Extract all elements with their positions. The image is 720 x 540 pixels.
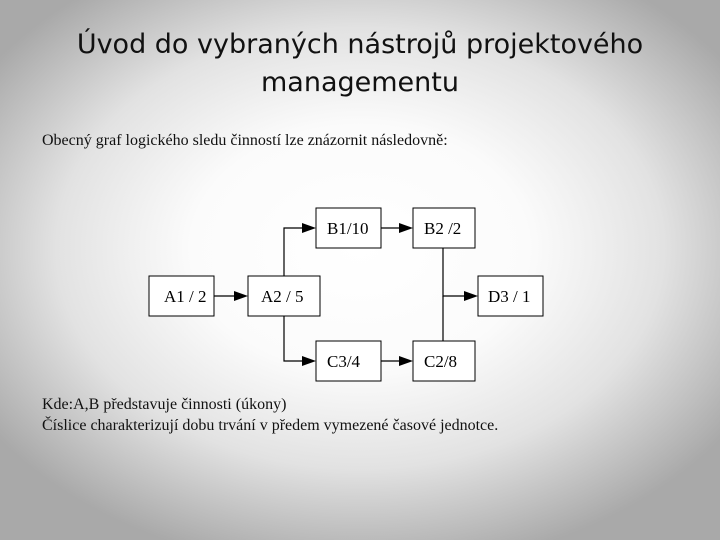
notes bbox=[42, 394, 498, 436]
arrowhead bbox=[464, 291, 478, 301]
node-c3 bbox=[316, 341, 381, 381]
note-line: Kde:A,B představuje činnosti (úkony) bbox=[42, 396, 287, 413]
node-b2 bbox=[413, 208, 475, 248]
node-label: A2 / 5 bbox=[261, 287, 304, 306]
slide-title: Úvod do vybraných nástrojů projektového managementu bbox=[76, 29, 644, 98]
node-label: C3/4 bbox=[327, 352, 361, 371]
edge-a2-b1 bbox=[284, 228, 302, 276]
node-label: D3 / 1 bbox=[488, 287, 531, 306]
arrowhead bbox=[234, 291, 248, 301]
arrowhead bbox=[399, 223, 413, 233]
note-line: Číslice charakterizují dobu trvání v předem vymezené časové jednotce. bbox=[42, 417, 499, 434]
node-a1 bbox=[149, 276, 214, 316]
node-label: A1 / 2 bbox=[164, 287, 207, 306]
node-a2 bbox=[248, 276, 320, 316]
edge-b2-d3 bbox=[443, 248, 464, 296]
edge-a2-c3 bbox=[284, 316, 302, 361]
node-label: C2/8 bbox=[424, 352, 458, 371]
node-c2 bbox=[413, 341, 475, 381]
node-d3 bbox=[478, 276, 543, 316]
arrowhead bbox=[302, 223, 316, 233]
arrowhead bbox=[302, 356, 316, 366]
node-label: B1/10 bbox=[327, 219, 369, 238]
node-label: B2 /2 bbox=[424, 219, 462, 238]
intro-text: Obecný graf logického sledu činností lze znázornit následovně: bbox=[42, 132, 448, 149]
node-b1 bbox=[316, 208, 381, 248]
arrowhead bbox=[399, 356, 413, 366]
